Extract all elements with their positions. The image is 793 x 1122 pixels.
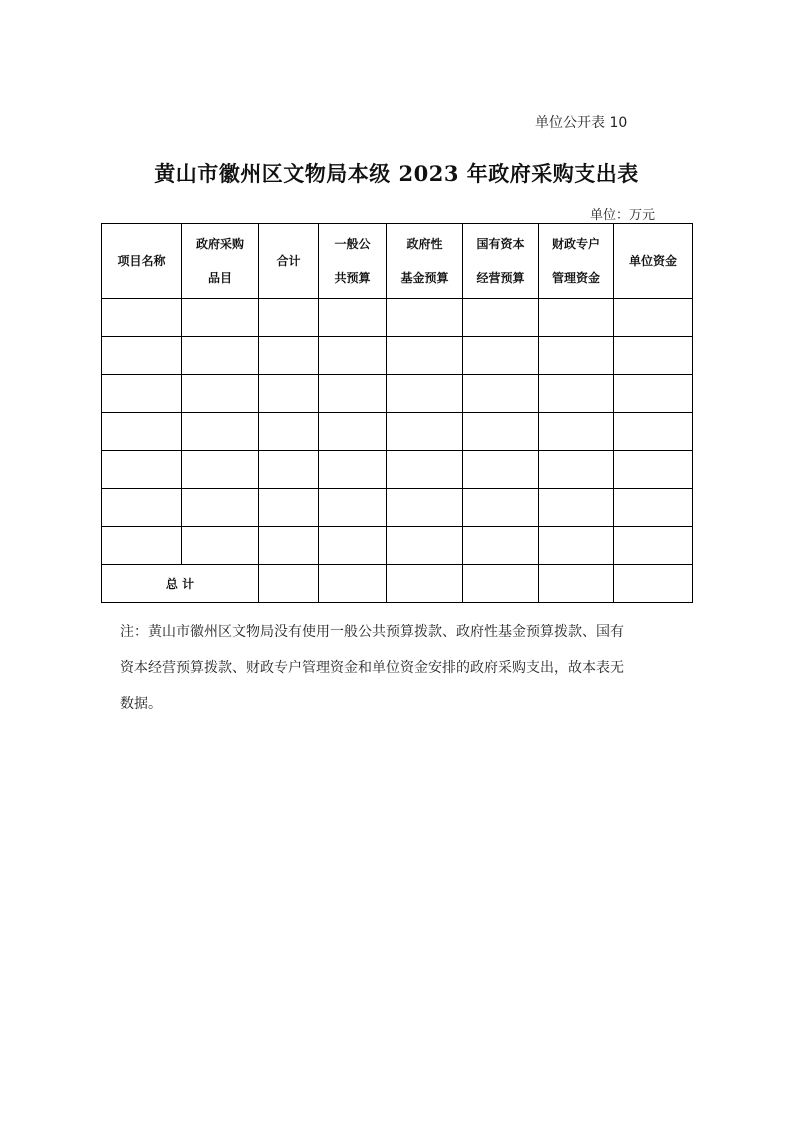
table-cell [539, 489, 614, 527]
header-cell [614, 224, 693, 299]
page-title: 黄山市徽州区文物局本级 2023 年政府采购支出表 [154, 161, 639, 186]
table-cell [102, 299, 182, 337]
header-line: 品目 [207, 271, 232, 285]
table-cell [539, 565, 614, 603]
footnote [120, 614, 680, 722]
header-cell [102, 224, 182, 299]
table-cell [102, 337, 182, 375]
header-cell [387, 224, 463, 299]
table-cell [539, 375, 614, 413]
table-row [102, 489, 693, 527]
header-line: 共预算 [334, 271, 371, 285]
table-cell [463, 451, 539, 489]
footnote-line: 注：黄山市徽州区文物局没有使用一般公共预算拨款、政府性基金预算拨款、国有 [120, 624, 624, 640]
header-cell [259, 224, 319, 299]
table-cell [182, 375, 259, 413]
header-line: 政府采购 [195, 237, 244, 251]
table-cell [463, 375, 539, 413]
header-cell [182, 224, 259, 299]
table-row [102, 527, 693, 565]
table-cell [319, 451, 387, 489]
table-cell [614, 527, 693, 565]
table-cell [319, 489, 387, 527]
table-cell [614, 413, 693, 451]
table-cell [387, 299, 463, 337]
table-row [102, 299, 693, 337]
table-cell [614, 337, 693, 375]
table-cell [539, 299, 614, 337]
table-cell [102, 451, 182, 489]
table-cell [259, 527, 319, 565]
table-total-row [102, 565, 693, 603]
header-line: 单位资金 [628, 254, 677, 268]
table-cell [319, 337, 387, 375]
header-line: 国有资本 [476, 237, 525, 251]
table-cell [539, 337, 614, 375]
table-row [102, 451, 693, 489]
header-cell [539, 224, 614, 299]
table-cell [463, 527, 539, 565]
table-cell [463, 337, 539, 375]
table-cell [182, 299, 259, 337]
header-line: 财政专户 [551, 237, 600, 251]
header-line: 项目名称 [117, 254, 166, 268]
table-cell [614, 451, 693, 489]
table-cell [387, 337, 463, 375]
table-cell [259, 299, 319, 337]
table-cell [614, 565, 693, 603]
table-cell [319, 413, 387, 451]
table-cell [614, 375, 693, 413]
total-label: 总 计 [102, 565, 259, 603]
header-line: 政府性 [406, 237, 443, 251]
table-cell [387, 451, 463, 489]
table-cell [259, 451, 319, 489]
table-cell [259, 413, 319, 451]
table-row [102, 375, 693, 413]
table-cell [539, 451, 614, 489]
table-cell [463, 565, 539, 603]
table-cell [463, 489, 539, 527]
footnote-line: 数据。 [120, 696, 162, 712]
table-row [102, 337, 693, 375]
header-cell [463, 224, 539, 299]
table-number: 单位公开表 10 [535, 115, 628, 131]
table-cell [182, 489, 259, 527]
table-header-row [102, 224, 693, 299]
table-cell [102, 413, 182, 451]
table-cell [387, 489, 463, 527]
header-line: 基金预算 [400, 271, 449, 285]
table-cell [319, 565, 387, 603]
table-cell [463, 299, 539, 337]
header-line: 合计 [276, 254, 301, 268]
table-cell [259, 375, 319, 413]
table-cell [182, 413, 259, 451]
header-line: 经营预算 [476, 271, 525, 285]
table-cell [614, 489, 693, 527]
table-cell [182, 337, 259, 375]
table-cell [387, 527, 463, 565]
table-cell [539, 527, 614, 565]
footnote-line: 资本经营预算拨款、财政专户管理资金和单位资金安排的政府采购支出，故本表无 [120, 660, 624, 676]
table-cell [182, 451, 259, 489]
table-cell [387, 413, 463, 451]
procurement-table [101, 223, 693, 603]
table-cell [259, 565, 319, 603]
table-cell [463, 413, 539, 451]
unit-label: 单位：万元 [590, 208, 656, 223]
table-cell [319, 527, 387, 565]
header-line: 管理资金 [551, 271, 600, 285]
table-cell [387, 375, 463, 413]
table-cell [102, 375, 182, 413]
table-cell [102, 489, 182, 527]
table-cell [539, 413, 614, 451]
table-cell [102, 527, 182, 565]
table-cell [259, 489, 319, 527]
table-cell [319, 299, 387, 337]
header-cell [319, 224, 387, 299]
table-cell [614, 299, 693, 337]
header-line: 一般公 [334, 237, 371, 251]
table-cell [319, 375, 387, 413]
table-cell [259, 337, 319, 375]
table-cell [387, 565, 463, 603]
table-row [102, 413, 693, 451]
table-cell [182, 527, 259, 565]
